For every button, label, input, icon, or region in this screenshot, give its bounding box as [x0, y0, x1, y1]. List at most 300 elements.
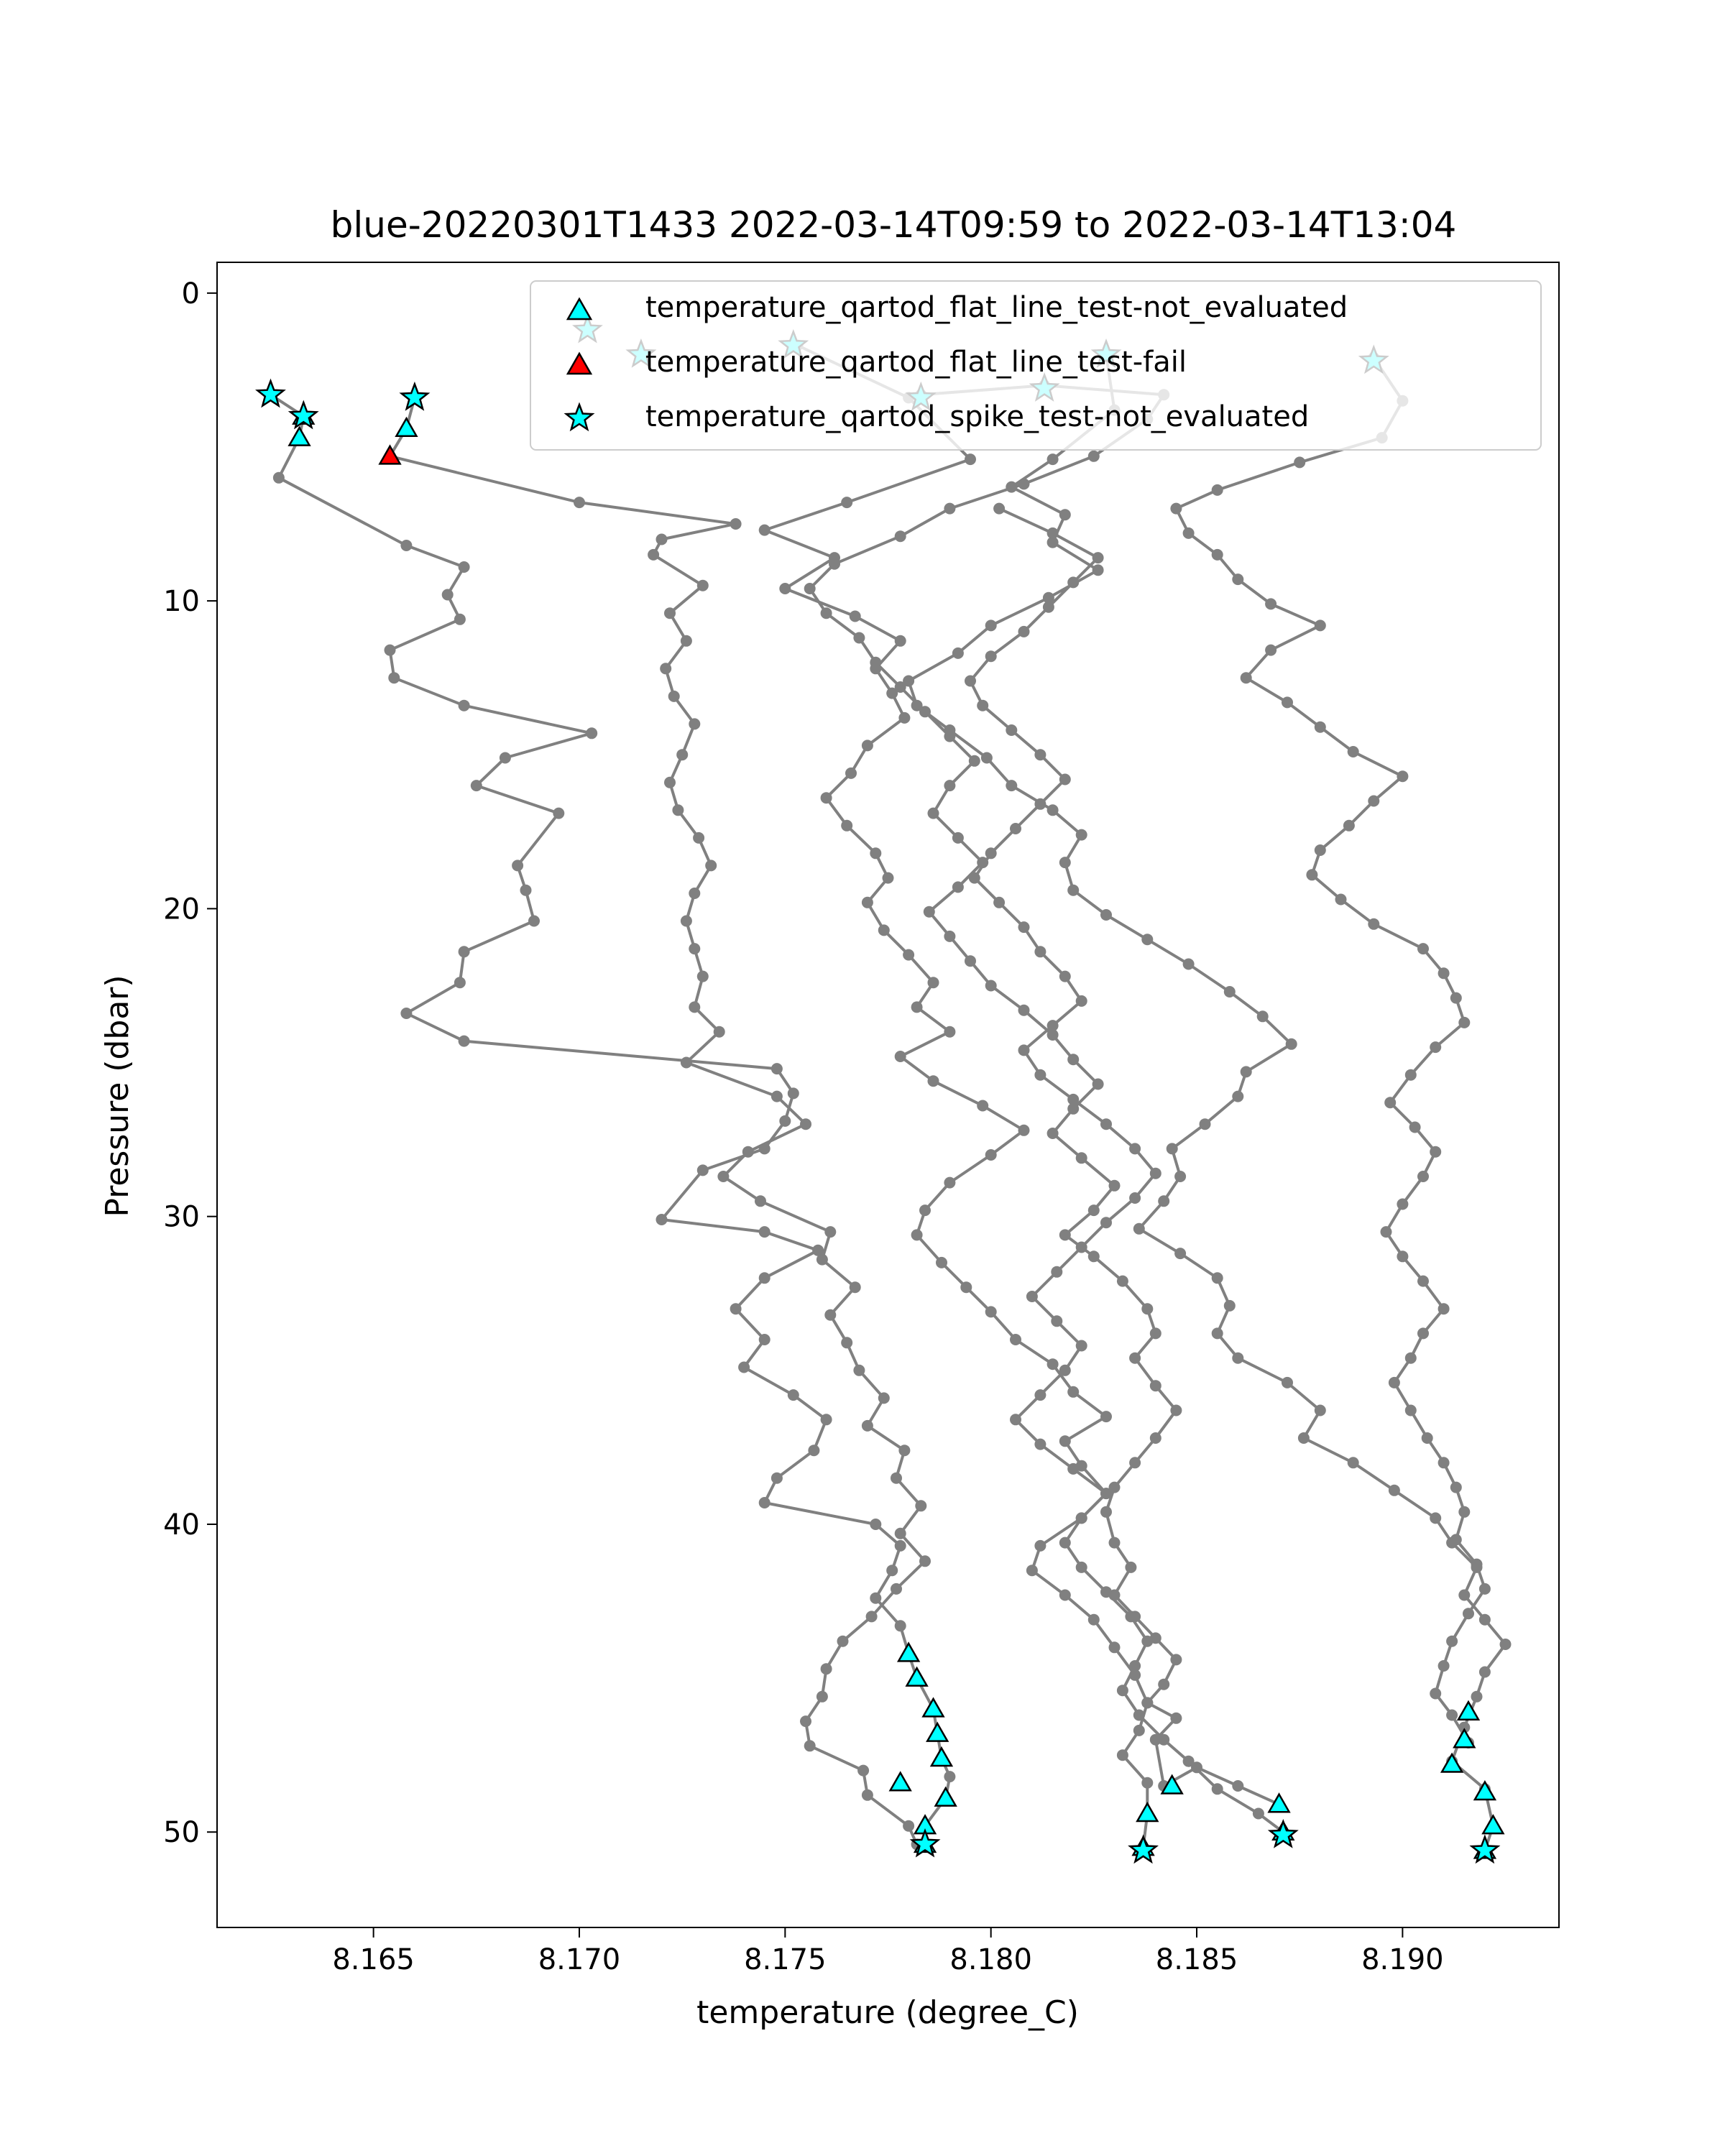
profile-1-point-21 [400, 1008, 412, 1019]
profile-4-point-29 [1167, 1143, 1178, 1154]
profile-5-point-29 [1405, 1069, 1417, 1081]
profile-3-point-14 [845, 768, 857, 779]
profile-4-point-18 [1059, 857, 1071, 868]
profile-2-point-17 [693, 832, 704, 844]
profile-4-point-39 [1315, 1405, 1326, 1416]
profile-7-point-8 [1129, 1660, 1141, 1672]
profile-3-point-24 [944, 1026, 955, 1038]
profile-6-point-46 [944, 731, 955, 742]
profile-3-point-12 [898, 712, 910, 724]
profile-1-point-35 [788, 1389, 799, 1401]
profile-4-point-26 [1241, 1066, 1252, 1077]
profile-2-point-14 [676, 749, 688, 760]
profile-5-point-20 [1315, 844, 1326, 856]
profile-7-point-19 [1034, 1389, 1046, 1401]
profile-1-point-9 [385, 645, 396, 656]
profile-2-point-37 [878, 1392, 890, 1404]
profile-2-point-11 [660, 663, 671, 674]
profile-3-point-19 [862, 897, 873, 908]
profile-5-point-24 [1417, 943, 1429, 954]
profile-3-point-51 [1133, 1725, 1145, 1736]
profile-3-point-8 [850, 611, 861, 622]
x-tick-label-3: 8.175 [744, 1943, 827, 1976]
profile-6-point-6 [1170, 1713, 1182, 1724]
profile-7-point-33 [1018, 1044, 1030, 1056]
legend-label-spike-not-evaluated: temperature_qartod_spike_test-not_evaluated [645, 400, 1310, 433]
profile-2-point-10 [681, 635, 692, 647]
profile-6-point-32 [1092, 1079, 1104, 1090]
profile-5-point-33 [1417, 1171, 1429, 1182]
profile-5-point-15 [1315, 722, 1326, 733]
profile-3-point-20 [878, 924, 890, 936]
profile-5-point-26 [1450, 992, 1462, 1004]
profile-3-point-22 [928, 977, 939, 988]
profile-1-point-8 [454, 614, 466, 625]
profile-5-point-50 [1463, 1608, 1474, 1619]
profile-1-point-36 [821, 1414, 832, 1425]
profile-5-point-14 [1282, 696, 1293, 708]
profile-2-point-7 [648, 549, 659, 561]
profile-7-point-44 [1059, 774, 1071, 786]
x-tick-label-2: 8.170 [538, 1943, 621, 1976]
profile-7-point-40 [969, 872, 980, 884]
profile-6-point-37 [965, 955, 976, 967]
profile-6-point-19 [1170, 1405, 1182, 1416]
profile-2-point-51 [857, 1765, 869, 1777]
profile-2-point-39 [898, 1445, 910, 1456]
profile-5-point-5 [1212, 484, 1223, 496]
profile-7-point-38 [1018, 921, 1030, 933]
profile-2-point-28 [742, 1146, 754, 1158]
chart-title: blue-20220301T1433 2022-03-14T09:59 to 2022-03-14T13:04 [330, 204, 1457, 246]
profile-2-point-48 [816, 1691, 828, 1703]
profile-7-point-49 [985, 650, 997, 662]
profile-2-point-42 [895, 1528, 906, 1539]
profile-6-point-39 [924, 906, 935, 918]
profile-3-point-28 [1018, 1125, 1030, 1136]
profile-7-point-4 [1183, 1756, 1195, 1767]
profile-2-point-33 [850, 1281, 861, 1293]
profile-4-point-23 [1224, 986, 1236, 998]
flat-line-not-evaluated-marker-21 [1483, 1816, 1503, 1834]
profile-7-point-39 [993, 897, 1005, 908]
profile-7-point-41 [985, 847, 997, 859]
profile-2-point-41 [915, 1500, 926, 1511]
profile-5-point-19 [1343, 820, 1355, 831]
profile-6-point-15 [1100, 1506, 1112, 1518]
profile-2-point-27 [800, 1118, 811, 1130]
profile-3-point-37 [1047, 1358, 1059, 1370]
profile-4-point-36 [1212, 1327, 1223, 1339]
profile-4-point-31 [1158, 1195, 1169, 1207]
profile-6-point-21 [1129, 1353, 1141, 1364]
profile-7-point-5 [1158, 1734, 1169, 1746]
profile-2-point-9 [664, 607, 676, 619]
profile-2-point-35 [841, 1337, 852, 1348]
profile-1-point-25 [779, 1115, 791, 1127]
profile-5-point-47 [1450, 1534, 1462, 1545]
profile-4-point-24 [1257, 1010, 1269, 1022]
profile-2-point-15 [664, 777, 676, 788]
profile-6-point-24 [1117, 1276, 1128, 1287]
profile-6-point-23 [1141, 1303, 1153, 1314]
profile-7-point-37 [1034, 946, 1046, 957]
profile-6-point-33 [1067, 1054, 1079, 1065]
profile-2-point-16 [672, 804, 684, 816]
profile-6-point-14 [1109, 1537, 1121, 1549]
profile-3-point-13 [862, 740, 873, 751]
profile-3-point-47 [1088, 1614, 1100, 1626]
profile-2-point-29 [717, 1171, 729, 1182]
profile-2-point-36 [853, 1365, 865, 1376]
profile-1-point-15 [553, 808, 564, 819]
profile-3-point-4 [841, 497, 852, 508]
profile-5-point-42 [1405, 1405, 1417, 1416]
profile-5-point-46 [1458, 1506, 1470, 1518]
profile-5-point-13 [1241, 672, 1252, 683]
profile-7-point-34 [1047, 1020, 1059, 1031]
profile-7-point-31 [1067, 1094, 1079, 1105]
y-tick-label-4: 30 [163, 1200, 200, 1234]
profile-6-point-52 [804, 583, 816, 594]
profile-5-point-22 [1335, 894, 1347, 906]
profile-5-point-21 [1306, 869, 1317, 880]
profile-2-point-18 [705, 860, 717, 871]
profile-1-point-4 [273, 472, 285, 484]
profile-4-point-15 [1006, 780, 1017, 791]
profile-1-point-17 [520, 885, 532, 896]
profile-2-point-5 [730, 518, 742, 530]
profile-3-point-5 [759, 525, 770, 536]
profile-2-point-47 [821, 1663, 832, 1674]
profile-6-point-35 [1018, 1005, 1030, 1016]
flat-line-not-evaluated-marker-14 [1269, 1795, 1289, 1812]
profile-2-point-52 [862, 1789, 873, 1801]
profile-2-point-32 [816, 1254, 828, 1266]
profile-5-point-40 [1405, 1353, 1417, 1364]
profile-line-2 [390, 397, 926, 1844]
profile-7-point-22 [1051, 1315, 1062, 1327]
profile-5-point-38 [1438, 1303, 1450, 1314]
profile-1-point-39 [759, 1497, 770, 1508]
profile-5-point-37 [1417, 1276, 1429, 1287]
profile-4-point-22 [1183, 959, 1195, 970]
profile-4-point-40 [1298, 1432, 1310, 1444]
profile-2-point-21 [689, 943, 700, 954]
profile-1-point-10 [388, 672, 400, 683]
profile-3-point-21 [903, 949, 914, 961]
profile-7-point-14 [1076, 1512, 1087, 1524]
profile-1-point-28 [656, 1214, 668, 1225]
profile-3-point-52 [1117, 1749, 1128, 1761]
profile-line-7 [970, 509, 1283, 1833]
profile-5-point-11 [1315, 619, 1326, 631]
profile-4-point-48 [1500, 1639, 1512, 1650]
profile-4-point-9 [985, 619, 997, 631]
flat-line-not-evaluated-marker-17 [1458, 1702, 1478, 1720]
profile-7-point-48 [965, 676, 976, 687]
profile-4-point-17 [1076, 829, 1087, 841]
profile-3-point-32 [911, 1229, 923, 1240]
profile-4-point-10 [952, 648, 964, 659]
profile-6-point-22 [1150, 1327, 1162, 1339]
profile-5-point-7 [1183, 528, 1195, 539]
x-tick-label-6: 8.190 [1361, 1943, 1444, 1976]
profile-4-point-35 [1224, 1300, 1236, 1312]
profile-7-point-29 [1129, 1143, 1141, 1154]
profile-7-point-25 [1076, 1242, 1087, 1253]
profile-2-point-19 [689, 888, 700, 899]
legend-label-flat-line-not-evaluated: temperature_qartod_flat_line_test-not_evaluated [645, 291, 1348, 324]
flat-line-fail-marker-1 [380, 446, 400, 464]
profile-1-point-44 [895, 1620, 906, 1631]
profile-7-point-55 [993, 503, 1005, 515]
profile-3-point-36 [1010, 1334, 1021, 1345]
profile-6-point-56 [1018, 478, 1030, 489]
profile-3-point-17 [870, 847, 881, 859]
flat-line-not-evaluated-marker-3 [396, 418, 416, 436]
profile-3-point-35 [985, 1306, 997, 1317]
profile-6-point-27 [1088, 1204, 1100, 1216]
profile-4-point-47 [1479, 1614, 1491, 1626]
profile-4-point-38 [1282, 1377, 1293, 1388]
flat-line-not-evaluated-marker-7 [927, 1723, 947, 1741]
profile-1-point-16 [512, 860, 523, 871]
profile-2-point-26 [771, 1091, 783, 1102]
profile-5-point-36 [1397, 1250, 1408, 1262]
profile-line-4 [908, 355, 1505, 1851]
profile-5-point-9 [1232, 573, 1243, 585]
profile-6-point-43 [928, 808, 939, 819]
profile-7-point-42 [1010, 823, 1021, 834]
profile-7-point-13 [1059, 1537, 1071, 1549]
plot-frame [217, 262, 1559, 1927]
profile-5-point-4 [1294, 456, 1305, 468]
y-tick-label-5: 40 [163, 1508, 200, 1542]
profile-1-point-50 [944, 1771, 955, 1782]
profile-1-point-14 [471, 780, 482, 791]
profile-5-point-27 [1458, 1017, 1470, 1028]
x-axis-label: temperature (degree_C) [696, 1994, 1079, 2031]
flat-line-not-evaluated-marker-12 [1137, 1804, 1157, 1822]
profile-2-point-44 [891, 1583, 902, 1595]
profile-4-point-34 [1212, 1272, 1223, 1284]
profile-7-point-6 [1133, 1710, 1145, 1721]
profile-1-point-22 [459, 1036, 470, 1047]
profile-3-point-7 [779, 583, 791, 594]
legend-label-flat-line-fail: temperature_qartod_flat_line_test-fail [645, 346, 1187, 379]
profile-7-point-36 [1059, 971, 1071, 982]
profile-5-point-45 [1450, 1482, 1462, 1493]
profile-7-point-32 [1034, 1069, 1046, 1081]
flat-line-not-evaluated-marker-2 [290, 428, 310, 446]
profile-7-point-12 [1076, 1562, 1087, 1573]
profile-2-point-8 [697, 580, 709, 591]
profile-1-point-32 [730, 1303, 742, 1314]
profile-1-point-11 [459, 700, 470, 711]
profile-6-point-57 [1088, 451, 1100, 462]
profile-2-point-23 [689, 1001, 700, 1013]
profile-4-point-5 [1059, 509, 1071, 520]
profile-5-point-44 [1438, 1457, 1450, 1468]
profile-7-point-3 [1212, 1783, 1223, 1795]
profile-3-point-15 [821, 792, 832, 803]
profile-4-point-3 [1047, 453, 1059, 465]
profile-6-point-54 [895, 530, 906, 542]
profile-6-point-26 [1059, 1229, 1071, 1240]
profile-2-point-30 [755, 1195, 766, 1207]
profile-1-point-12 [586, 727, 597, 739]
profile-7-point-30 [1100, 1118, 1112, 1130]
profile-7-point-26 [1100, 1217, 1112, 1228]
profile-5-point-53 [1430, 1688, 1441, 1700]
flat-line-not-evaluated-marker-8 [932, 1748, 952, 1766]
profile-6-point-25 [1088, 1250, 1100, 1262]
profile-6-point-48 [895, 681, 906, 693]
profile-5-point-51 [1446, 1636, 1458, 1647]
profile-4-point-16 [1047, 804, 1059, 816]
profile-1-point-31 [759, 1272, 770, 1284]
profile-3-point-31 [919, 1204, 931, 1216]
profile-1-point-7 [442, 589, 454, 601]
profile-5-point-32 [1430, 1146, 1441, 1158]
profile-4-point-7 [1092, 564, 1104, 576]
profile-3-point-34 [960, 1281, 972, 1293]
profile-4-point-33 [1174, 1248, 1186, 1259]
profile-2-point-24 [714, 1026, 725, 1038]
profile-6-point-55 [944, 503, 955, 515]
profile-1-point-43 [870, 1593, 881, 1604]
profile-1-point-20 [454, 977, 466, 988]
profile-7-point-23 [1026, 1291, 1038, 1302]
profile-3-point-44 [1034, 1540, 1046, 1552]
profile-5-point-23 [1368, 918, 1379, 930]
profile-5-point-43 [1422, 1432, 1433, 1444]
profile-6-point-53 [829, 558, 840, 570]
profile-7-point-53 [1092, 552, 1104, 563]
profile-2-point-49 [800, 1715, 811, 1727]
profile-3-point-23 [911, 1001, 923, 1013]
profile-2-point-12 [668, 691, 680, 702]
x-tick-label-1: 8.165 [332, 1943, 415, 1976]
profile-5-point-31 [1409, 1122, 1421, 1133]
x-tick-label-5: 8.185 [1155, 1943, 1238, 1976]
profile-2-point-43 [919, 1555, 931, 1567]
profile-7-point-17 [1034, 1439, 1046, 1450]
profile-1-point-42 [886, 1565, 898, 1576]
profile-7-point-54 [1047, 528, 1059, 539]
flat-line-not-evaluated-marker-4 [898, 1644, 919, 1662]
profile-3-point-38 [1067, 1386, 1079, 1398]
profile-5-point-10 [1265, 598, 1276, 609]
profile-5-point-30 [1384, 1097, 1396, 1108]
flat-line-not-evaluated-marker-5 [907, 1668, 927, 1686]
profile-3-point-46 [1059, 1590, 1071, 1601]
profile-6-point-13 [1125, 1562, 1136, 1573]
profile-5-point-8 [1212, 549, 1223, 561]
profile-6-point-17 [1129, 1457, 1141, 1468]
profile-4-point-50 [1471, 1691, 1483, 1703]
profile-1-point-6 [459, 561, 470, 573]
profile-4-point-37 [1232, 1353, 1243, 1364]
profile-5-point-12 [1265, 645, 1276, 656]
profile-7-point-15 [1100, 1488, 1112, 1499]
profile-1-point-5 [400, 540, 412, 551]
profile-3-point-9 [895, 635, 906, 647]
profile-5-point-49 [1479, 1583, 1491, 1595]
profile-4-point-32 [1133, 1223, 1145, 1235]
profile-4-point-14 [981, 752, 993, 764]
profile-2-point-50 [804, 1740, 816, 1751]
profile-1-point-34 [738, 1362, 750, 1373]
profile-4-point-42 [1389, 1485, 1400, 1496]
profile-5-point-28 [1430, 1041, 1441, 1053]
profile-6-point-49 [870, 657, 881, 668]
plot-area [257, 316, 1511, 1861]
profile-3-point-16 [841, 820, 852, 831]
profile-2-point-53 [903, 1820, 914, 1832]
profile-7-point-9 [1141, 1636, 1153, 1647]
legend [530, 281, 1541, 450]
profile-4-point-20 [1100, 909, 1112, 921]
profile-6-point-9 [1170, 1654, 1182, 1665]
profile-3-point-25 [895, 1051, 906, 1062]
profile-3-point-40 [1059, 1435, 1071, 1447]
y-tick-label-2: 10 [163, 585, 200, 619]
profile-2-point-6 [656, 534, 668, 545]
profile-7-point-28 [1150, 1168, 1162, 1179]
profile-6-point-29 [1076, 1152, 1087, 1164]
profile-2-point-38 [862, 1420, 873, 1432]
profile-7-point-16 [1067, 1463, 1079, 1475]
profile-1-point-37 [808, 1445, 819, 1456]
profile-7-point-47 [977, 700, 988, 711]
profile-5-point-17 [1397, 770, 1408, 782]
profile-3-point-53 [1141, 1777, 1153, 1789]
profile-3-point-45 [1026, 1565, 1038, 1576]
profile-7-point-7 [1117, 1685, 1128, 1696]
profile-6-point-30 [1047, 1128, 1059, 1139]
profile-3-point-33 [936, 1257, 947, 1268]
profile-6-point-38 [944, 931, 955, 942]
profile-1-point-19 [459, 946, 470, 957]
profile-1-point-27 [697, 1164, 709, 1176]
y-tick-label-6: 50 [163, 1816, 200, 1850]
profile-6-point-18 [1150, 1432, 1162, 1444]
profile-1-point-29 [759, 1226, 770, 1238]
profile-4-point-25 [1286, 1038, 1297, 1050]
profile-7-point-43 [1034, 798, 1046, 810]
profile-4-point-21 [1141, 934, 1153, 945]
profile-2-point-13 [689, 718, 700, 729]
spike-not-evaluated-marker-3 [402, 384, 428, 408]
profile-1-point-40 [870, 1519, 881, 1530]
profile-1-point-38 [771, 1473, 783, 1484]
profile-7-point-35 [1076, 995, 1087, 1007]
profile-5-point-39 [1417, 1327, 1429, 1339]
profile-7-point-10 [1125, 1611, 1136, 1622]
profile-1-point-18 [528, 916, 540, 927]
profile-1-point-24 [788, 1087, 799, 1099]
profile-3-point-30 [944, 1177, 955, 1189]
profile-7-point-24 [1051, 1266, 1062, 1278]
profile-3-point-26 [928, 1075, 939, 1087]
profile-6-point-44 [944, 780, 955, 791]
spike-not-evaluated-marker-12 [1131, 1837, 1156, 1861]
profile-1-point-23 [771, 1063, 783, 1074]
profile-3-point-27 [977, 1100, 988, 1112]
profile-6-point-36 [985, 980, 997, 992]
